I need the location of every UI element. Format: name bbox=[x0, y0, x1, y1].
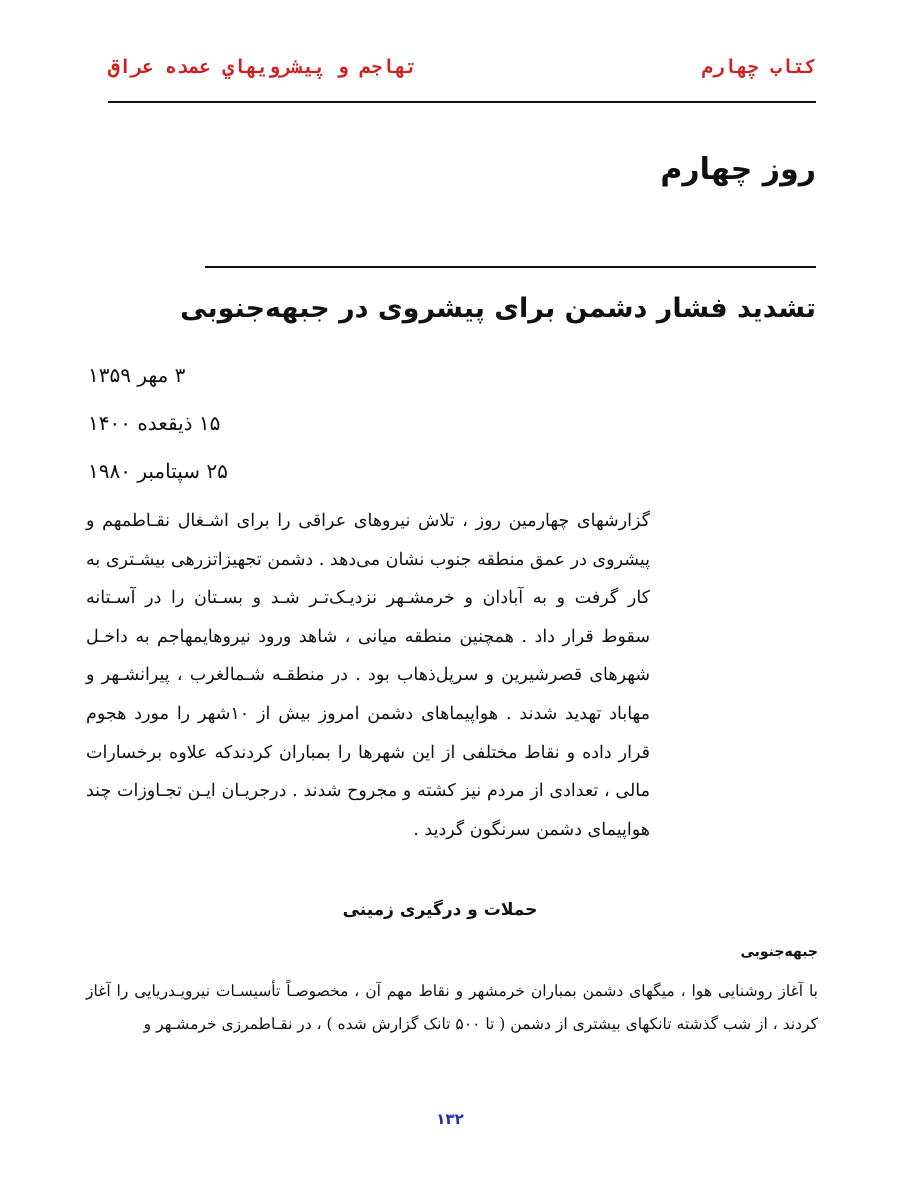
summary-paragraph: گزارشهای چهارمین روز ، تلاش نیروهای عراقی را برای اشـغال نقـاطمهم و پیشروی در عمق منطقه جنوب نشان می‌دهد . دشمن تجهیزاتزرهی بیشـتری به کار گرفت و به آبادان و خرمشـهر نزدیـک‌تـر شـد و بسـتان را در آسـتانه سقوط قرار داد . همچنین منطقه میانی ، شاهد ورود نیروهایمهاجم به داخـل شهرهای قصرشیرین و سرپل‌ذهاب بود . در منطقـه شـمالغرب ، پیرانشـهر و مهاباد تهدید شدند . هواپیماهای دشمن امروز بیش از ۱۰شهر را مورد هجوم قرار داده و نقاط مختلفی از این شهرها را بمباران کردندکه علاوه برخسارات مالی ، تعدادی از مردم نیز کشته و مجروح شدند . درجریـان ایـن تجـاوزات چند هواپیمای دشمن سرنگون گردید . bbox=[86, 511, 650, 840]
section-divider bbox=[205, 266, 816, 268]
date-solar: ۳ مهر ۱۳۵۹ bbox=[88, 363, 186, 387]
date-block bbox=[88, 351, 288, 495]
front-paragraph: با آغاز روشنایی هوا ، میگهای دشمن بمباران خرمشهر و نقاط مهم آن ، مخصوصـاً تأسیسـات نیرویـدریایی را آغاز کردند ، از شب گذشته تانکهای بیشتری از دشمن ( تا ۵۰۰ تانک گزارش شده ) ، در نقـاطمرزی خرمشـهر و bbox=[86, 982, 818, 1033]
day-title: روز چهارم bbox=[660, 152, 816, 187]
header-divider bbox=[108, 101, 816, 103]
chapter-title: تهاجم و پيشرويهاي عمده عراق bbox=[108, 56, 417, 78]
running-header bbox=[108, 56, 816, 86]
front-label: جبهه‌جنوبی bbox=[740, 944, 818, 960]
date-lunar: ۱۵ ذیقعده ۱۴۰۰ bbox=[88, 411, 221, 435]
page-number: ۱۳۲ bbox=[436, 1110, 464, 1128]
subheading: حملات و درگیری زمینی bbox=[342, 900, 538, 920]
date-gregorian: ۲۵ سپتامبر ۱۹۸۰ bbox=[88, 459, 228, 483]
book-title: كتاب چهارم bbox=[701, 56, 816, 78]
section-title: تشدید فشار دشمن برای پیشروی در جبهه‌جنوبی bbox=[180, 293, 816, 324]
